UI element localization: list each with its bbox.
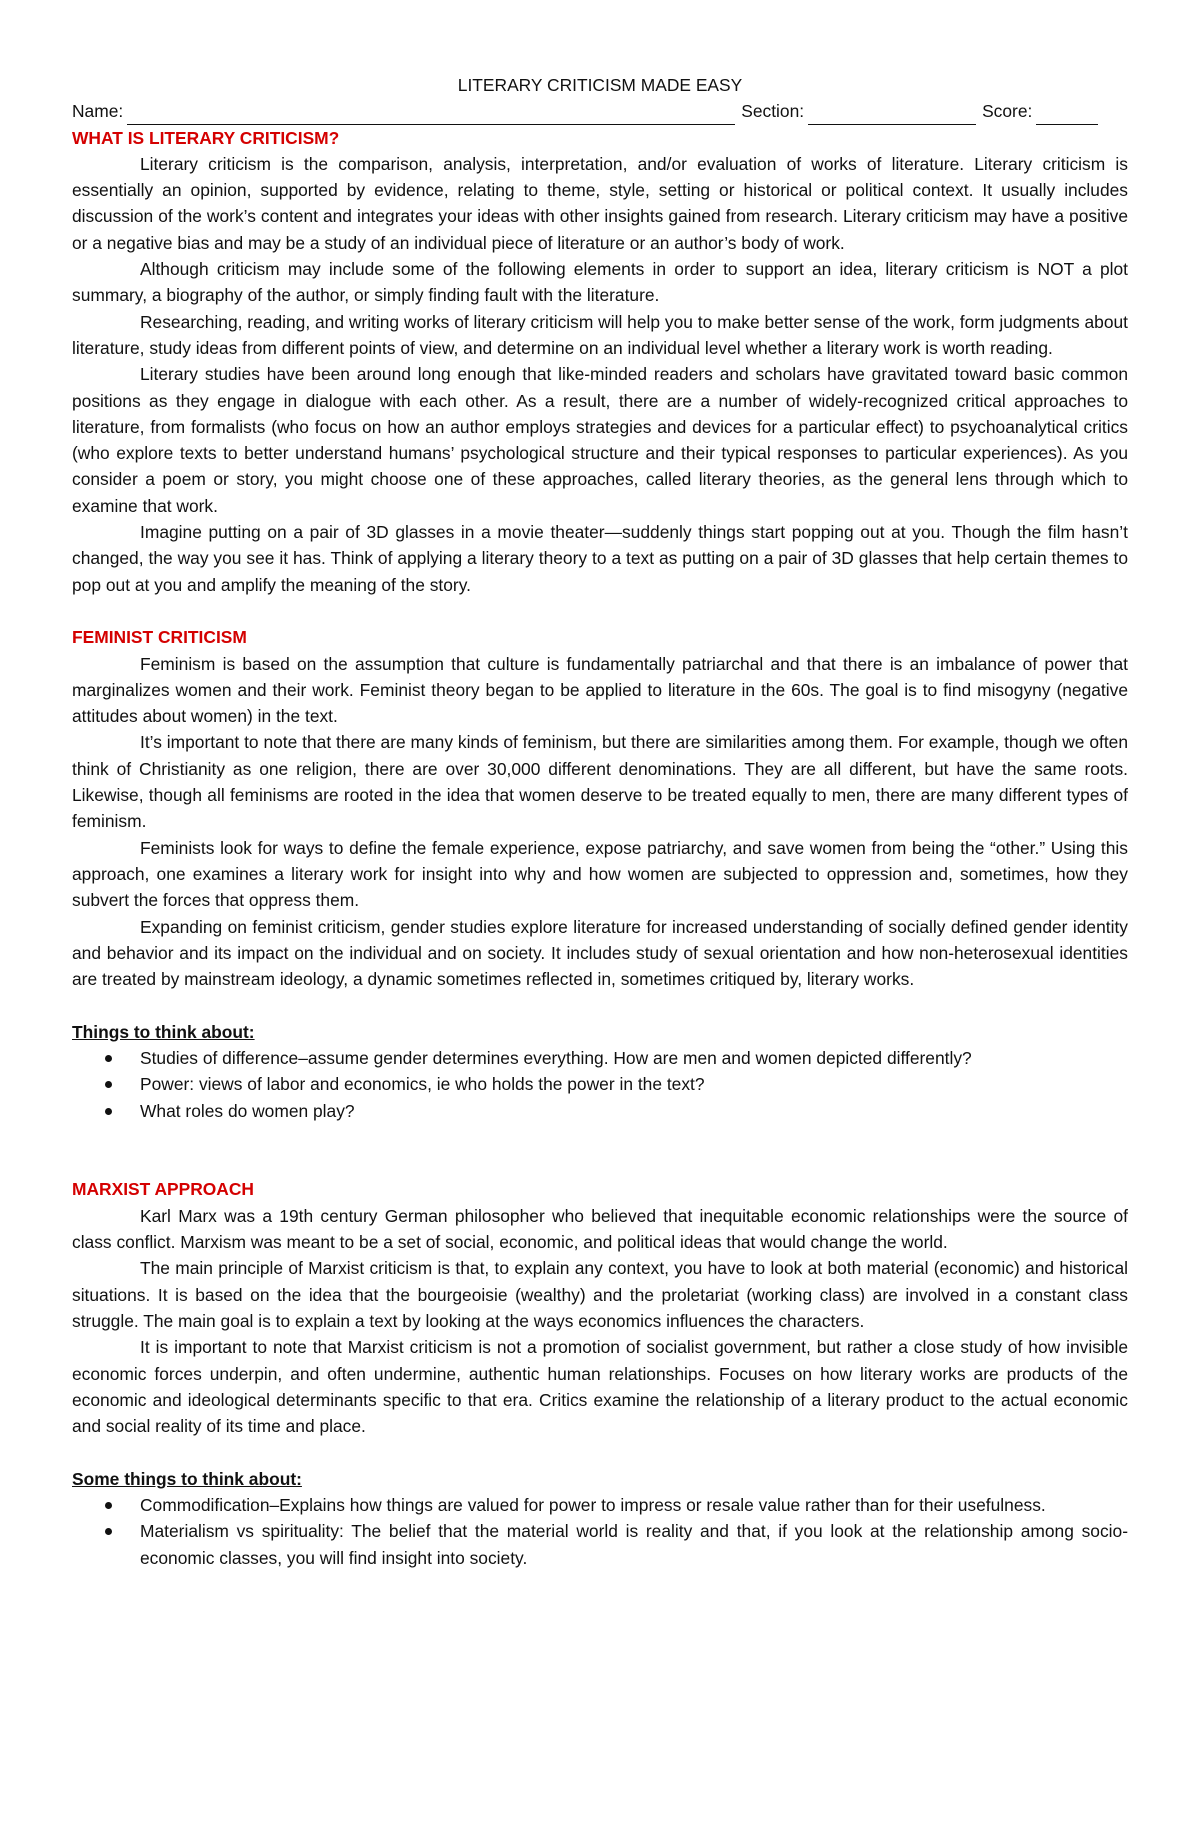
list-item: Power: views of labor and economics, ie who holds the power in the text?	[72, 1071, 1128, 1097]
bullet-icon	[105, 1528, 112, 1535]
paragraph: Imagine putting on a pair of 3D glasses in a movie theater—suddenly things start popping out at you. Though the film hasn’t changed, the way you see it has. Think of applying a literary theory to a text as putting on a pair of 3D glasses that help certain themes to pop out at you and amplify the meaning of the story.	[72, 522, 1128, 595]
paragraph: Karl Marx was a 19th century German philosopher who believed that inequitable economic relationships were the source of class conflict. Marxism was meant to be a set of social, economic, and political ideas that would change the world.	[72, 1205, 1128, 1253]
list-item: Commodification–Explains how things are valued for power to impress or resale value rather than for their usefulness.	[72, 1492, 1128, 1518]
paragraph: Feminism is based on the assumption that culture is fundamentally patriarchal and that there is an imbalance of power that marginalizes women and their work. Feminist theory began to be applied to literature in the 60s. The goal is to find misogyny (negative attitudes about women) in the text.	[72, 653, 1128, 727]
section-heading-marxist-approach: MARXIST APPROACH	[72, 1179, 254, 1200]
paragraph: The main principle of Marxist criticism is that, to explain any context, you have to look at both material (economic) and historical situations. It is based on the idea that the bourgeoisie (wealthy) and the proletariat (working class) are involved in a constant class struggle. The main goal is to explain a text by looking at the ways economics influences the characters.	[72, 1258, 1128, 1331]
bullet-icon	[105, 1502, 112, 1509]
bullet-icon	[105, 1055, 112, 1062]
paragraph: Literary criticism is the comparison, analysis, interpretation, and/or evaluation of works of literature. Literary criticism is essentially an opinion, supported by evidence, relating to theme, style, setting or historical or political context. It usually includes discussion of the work’s content and integrates your ideas with other insights gained from research. Literary criticism may have a positive or a negative bias and may be a study of an individual piece of literature or an author’s body of work.	[72, 153, 1128, 253]
paragraph: Literary studies have been around long enough that like-minded readers and scholars have gravitated toward basic common positions as they engage in dialogue with each other. As a result, there are a number of widely-recognized critical approaches to literature, from formalists (who focus on how an author employs strategies and devices for a particular effect) to psychoanalytical critics (who explore texts to better understand humans’ psychological structure and their typical responses to particular experiences). As you consider a poem or story, you might choose one of these approaches, called literary theories, as the general lens through which to examine that work.	[72, 364, 1128, 516]
score-label: Score:	[982, 101, 1033, 122]
section-label: Section:	[741, 101, 805, 122]
section-heading-feminist-criticism: FEMINIST CRITICISM	[72, 627, 247, 648]
list-item: Studies of difference–assume gender determines everything. How are men and women depicted differently?	[72, 1045, 1128, 1071]
marxist-bullet-list	[72, 1492, 1128, 1571]
paragraph: Feminists look for ways to define the female experience, expose patriarchy, and save women from being the “other.” Using this approach, one examines a literary work for insight into why and how women are subjected to oppression and, sometimes, how they subvert the forces that oppress them.	[72, 837, 1128, 911]
paragraph: It’s important to note that there are many kinds of feminism, but there are similarities among them. For example, though we often think of Christianity as one religion, there are over 30,000 different denominations. They are all different, but have the same roots. Likewise, though all feminisms are rooted in the idea that women deserve to be treated equally to men, there are many different types of feminism.	[72, 732, 1128, 832]
things-to-think-about-heading: Things to think about:	[72, 1021, 255, 1042]
name-label: Name:	[72, 101, 124, 122]
feminist-bullet-list	[72, 1045, 1128, 1124]
score-field[interactable]	[1036, 107, 1098, 125]
section-field[interactable]	[808, 107, 976, 125]
document-title: LITERARY CRITICISM MADE EASY	[457, 75, 743, 95]
bullet-icon	[105, 1108, 112, 1115]
section-heading-literary-criticism: WHAT IS LITERARY CRITICISM?	[72, 127, 340, 148]
paragraph: Expanding on feminist criticism, gender studies explore literature for increased understanding of socially defined gender identity and behavior and its impact on the individual and on society. It includes study of sexual orientation and how non-heterosexual identities are treated by mainstream ideology, a dynamic sometimes reflected in, sometimes critiqued by, literary works.	[72, 916, 1128, 990]
bullet-icon	[105, 1081, 112, 1088]
list-item: What roles do women play?	[72, 1098, 1128, 1124]
student-info-line	[72, 98, 1128, 124]
list-item: Materialism vs spirituality: The belief that the material world is reality and that, if you look at the relationship among socio-economic classes, you will find insight into society.	[72, 1518, 1128, 1571]
paragraph: Although criticism may include some of the following elements in order to support an idea, literary criticism is NOT a plot summary, a biography of the author, or simply finding fault with the literature.	[72, 259, 1128, 306]
paragraph: It is important to note that Marxist criticism is not a promotion of socialist government, but rather a close study of how invisible economic forces underpin, and often undermine, authentic human relationships. Focuses on how literary works are products of the economic and ideological determinants specific to that era. Critics examine the relationship of a literary product to the actual economic and social reality of its time and place.	[72, 1337, 1128, 1437]
some-things-to-think-about-heading: Some things to think about:	[72, 1468, 302, 1489]
document-page	[72, 72, 1128, 1571]
name-field[interactable]	[127, 107, 735, 125]
paragraph: Researching, reading, and writing works of literary criticism will help you to make better sense of the work, form judgments about literature, study ideas from different points of view, and determine on an individual level whether a literary work is worth reading.	[72, 311, 1128, 358]
